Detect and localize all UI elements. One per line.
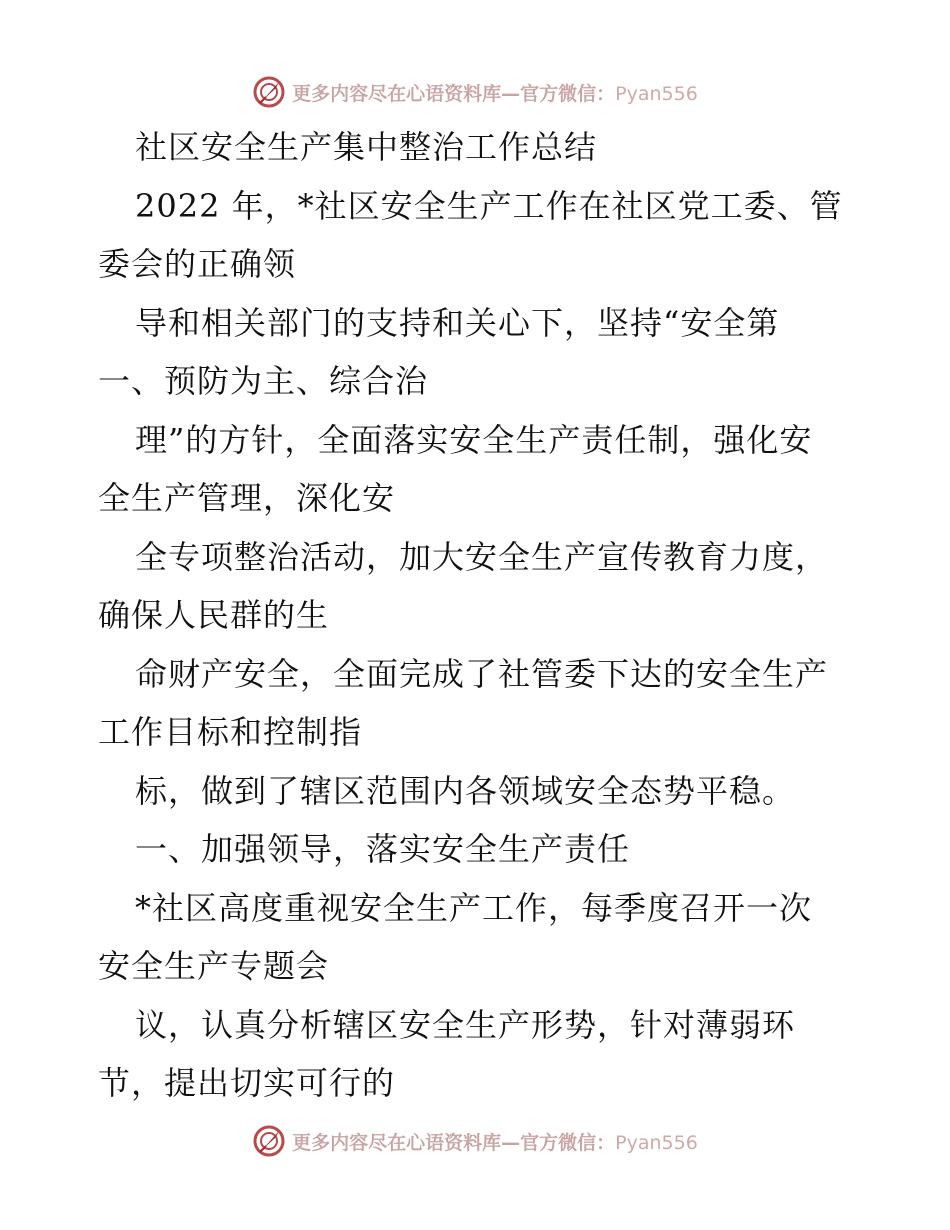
header-watermark <box>0 72 950 112</box>
watermark-text: 更多内容尽在心语资料库—官方微信： <box>292 82 616 105</box>
quill-seal-icon <box>252 75 286 109</box>
text-line: 一、预防为主、综合治 <box>98 362 429 400</box>
text-line: 委会的正确领 <box>98 245 297 283</box>
text-line: 理”的方针，全面落实安全生产责任制，强化安 <box>135 420 813 459</box>
watermark-wechat-id: Pyan556 <box>615 82 698 105</box>
text-line: 工作目标和控制指 <box>98 713 363 751</box>
text-line: 标，做到了辖区范围内各领域安全态势平稳。 <box>135 771 796 810</box>
watermark-wechat-id: Pyan556 <box>615 1131 698 1154</box>
text-line: 全专项整治活动，加大安全生产宣传教育力度， <box>135 537 829 576</box>
quill-seal-icon <box>252 1124 286 1158</box>
document-body <box>98 118 858 1113</box>
text-line: 全生产管理，深化安 <box>98 479 396 517</box>
text-line: 议，认真分析辖区安全生产形势，针对薄弱环 <box>135 1005 796 1044</box>
text-line: 导和相关部门的支持和关心下，坚持“安全第 <box>135 303 780 342</box>
text-line: 节，提出切实可行的 <box>98 1064 396 1102</box>
text-line: 安全生产专题会 <box>98 947 330 985</box>
text-line: 一、加强领导，落实安全生产责任 <box>135 830 631 868</box>
text-line: *社区高度重视安全生产工作，每季度召开一次 <box>135 888 813 927</box>
footer-watermark <box>0 1121 950 1161</box>
watermark-text: 更多内容尽在心语资料库—官方微信： <box>292 1131 616 1154</box>
text-line: 社区安全生产集中整治工作总结 <box>135 128 598 166</box>
text-line: 2022 年，*社区安全生产工作在社区党工委、管 <box>135 186 843 225</box>
text-line: 确保人民群的生 <box>98 596 330 634</box>
text-line: 命财产安全，全面完成了社管委下达的安全生产 <box>135 654 829 693</box>
